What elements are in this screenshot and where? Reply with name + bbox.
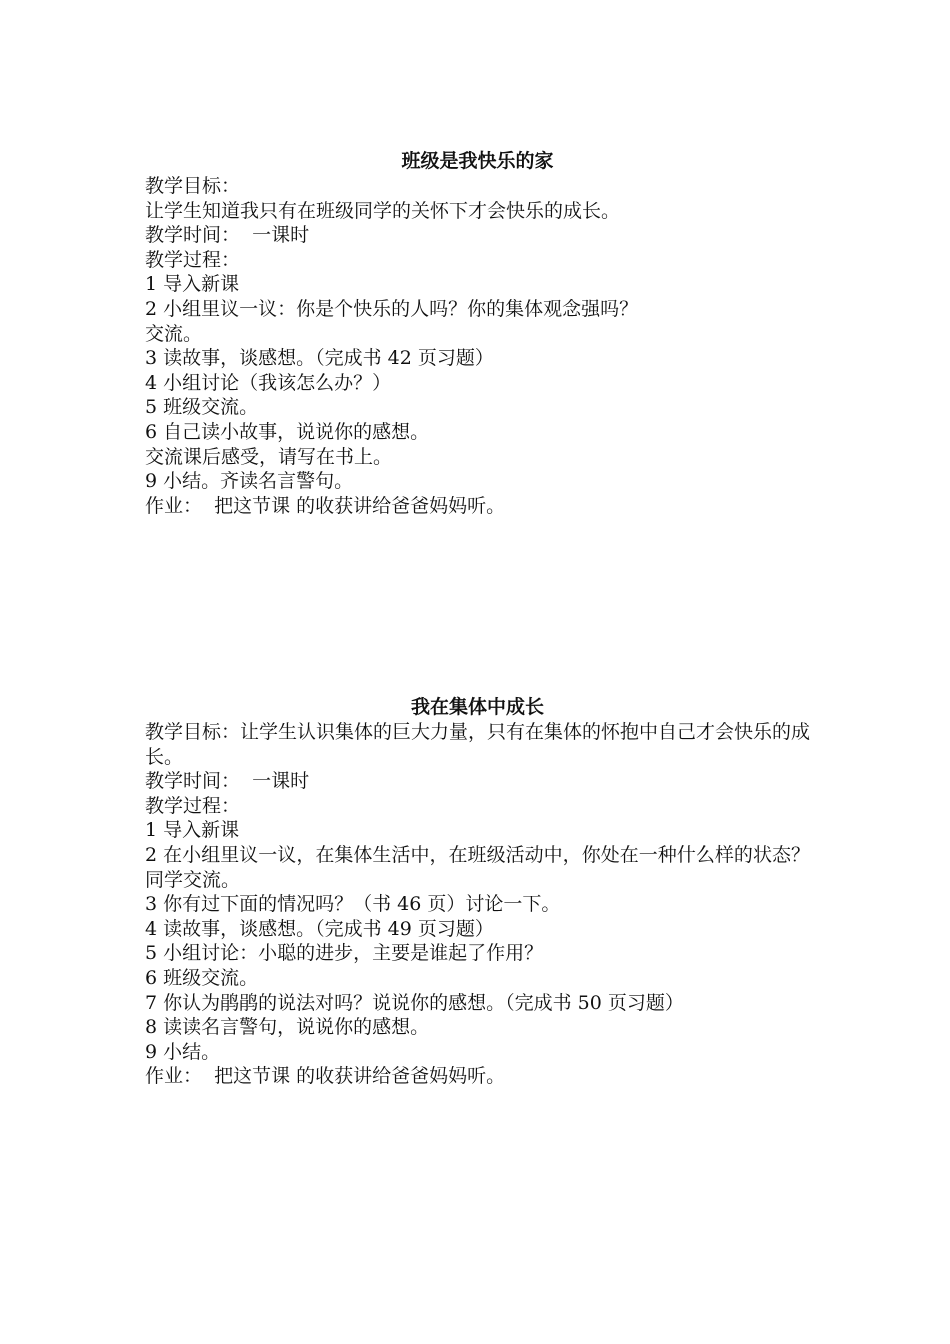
lesson-plan-2 (145, 694, 810, 1089)
duration-line: 教学时间： 一课时 (145, 224, 310, 247)
step-line: 6 班级交流。 (145, 966, 259, 989)
lesson-title: 班级是我快乐的家 (401, 150, 554, 172)
process-heading: 教学过程： (145, 794, 241, 817)
step-line: 2 在小组里议一议，在集体生活中，在班级活动中，你处在一种什么样的状态？同学交流。 (145, 843, 810, 891)
step-line: 3 你有过下面的情况吗？（书 46 页）讨论一下。 (145, 893, 561, 916)
step-line: 5 小组讨论：小聪的进步，主要是谁起了作用？ (145, 942, 544, 965)
step-line: 9 小结。齐读名言警句。 (145, 470, 354, 493)
step-line: 交流。 (145, 322, 203, 345)
duration-line: 教学时间： 一课时 (145, 770, 310, 793)
step-line: 6 自己读小故事，说说你的感想。 (145, 420, 430, 443)
lesson-plan-1 (145, 148, 810, 518)
lesson-title: 我在集体中成长 (410, 696, 544, 718)
step-line: 4 小组讨论（我该怎么办？） (145, 371, 392, 394)
step-line: 8 读读名言警句，说说你的感想。 (145, 1016, 430, 1039)
step-line: 5 班级交流。 (145, 396, 259, 419)
step-line: 4 读故事，谈感想。（完成书 49 页习题） (145, 917, 494, 940)
step-line: 3 读故事，谈感想。（完成书 42 页习题） (145, 347, 494, 370)
step-line: 1 导入新课 (145, 819, 240, 842)
process-heading: 教学过程： (145, 248, 241, 271)
objective-heading: 教学目标： (145, 175, 241, 197)
step-line: 9 小结。 (145, 1040, 221, 1063)
homework-line: 作业： 把这节课 的收获讲给爸爸妈妈听。 (145, 1065, 506, 1088)
step-line: 交流课后感受，请写在书上。 (145, 445, 393, 468)
step-line: 2 小组里议一议：你是个快乐的人吗？你的集体观念强吗？ (145, 297, 639, 320)
objective-text: 让学生知道我只有在班级同学的关怀下才会快乐的成长。 (145, 199, 621, 222)
step-line: 7 你认为鹃鹃的说法对吗？说说你的感想。（完成书 50 页习题） (145, 991, 684, 1014)
homework-line: 作业： 把这节课 的收获讲给爸爸妈妈听。 (145, 494, 506, 517)
objective-text: 教学目标：让学生认识集体的巨大力量，只有在集体的怀抱中自己才会快乐的成长。 (145, 721, 811, 768)
step-line: 1 导入新课 (145, 273, 240, 296)
